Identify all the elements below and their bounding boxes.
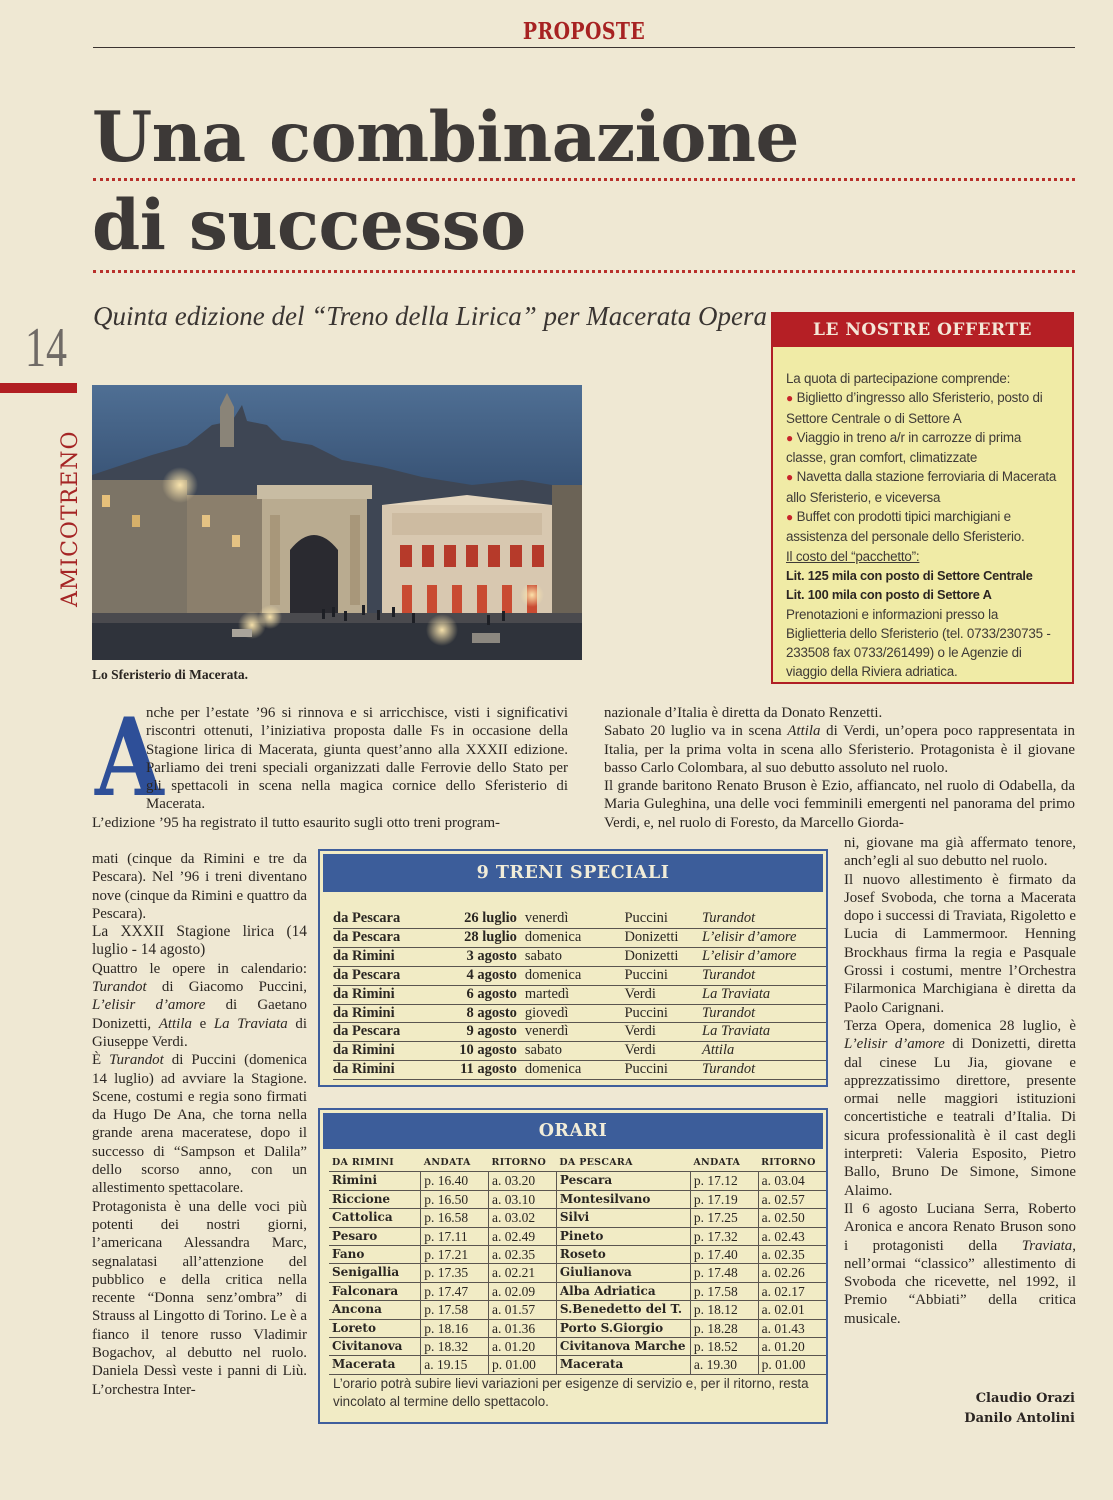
offer-item: ● Navetta dalla stazione ferroviaria di Macerata allo Sferisterio, e viceversa <box>786 469 1057 505</box>
section-marker-bar <box>0 383 77 393</box>
station-name: Macerata <box>556 1356 690 1374</box>
section-label: PROPOSTE <box>522 18 646 45</box>
schedule-time: a. 02.26 <box>758 1264 826 1282</box>
side-section-label: AMICOTRENO <box>58 430 83 607</box>
schedule-time: p. 17.48 <box>690 1264 758 1282</box>
schedule-time: a. 02.17 <box>758 1282 826 1300</box>
sferisterio-photo <box>92 385 582 660</box>
article-intro: nche per l’estate ’96 si rinnova e si arricchisce, visti i significativi riscontri ottenuti, l’iniziativa proposta dalle Fs in occasione della Stagione lirica di Macerata, giunta quest’anno alla XXXII edizione. Parliamo dei treni speciali organizzati dalle Ferrovie dello Stato per gli spettacoli in scena nella magica cornice dello Sferisterio di Macerata. <box>146 705 568 813</box>
train-date: 10 agosto <box>437 1042 517 1061</box>
train-composer: Puccini <box>624 1004 702 1023</box>
train-from: da Rimini <box>333 985 437 1004</box>
station-name: Senigallia <box>329 1264 421 1282</box>
train-from: da Rimini <box>333 1061 437 1080</box>
train-opera: Turandot <box>702 910 826 928</box>
train-row <box>333 966 826 985</box>
schedule-time: p. 16.40 <box>421 1172 489 1190</box>
train-opera: L’elisir d’amore <box>702 928 826 947</box>
schedule-time: p. 17.47 <box>421 1282 489 1300</box>
train-day: domenica <box>517 1061 625 1080</box>
train-date: 9 agosto <box>437 1023 517 1042</box>
station-name: Alba Adriatica <box>556 1282 690 1300</box>
schedule-time: p. 18.28 <box>690 1319 758 1337</box>
trains-box <box>318 849 828 1087</box>
schedule-time: p. 17.21 <box>421 1246 489 1264</box>
dotted-rule <box>93 178 1075 181</box>
schedule-time: p. 18.12 <box>690 1301 758 1319</box>
train-row <box>333 1061 826 1080</box>
station-name: Pescara <box>556 1172 690 1190</box>
train-opera: Attila <box>702 1042 826 1061</box>
schedule-time: a. 03.10 <box>489 1190 557 1208</box>
schedule-time: p. 18.52 <box>690 1338 758 1356</box>
schedule-time: a. 19.15 <box>421 1356 489 1374</box>
station-name: Pesaro <box>329 1227 421 1245</box>
schedule-row <box>329 1209 826 1227</box>
author-name: Danilo Antolini <box>964 1411 1075 1426</box>
schedule-row <box>329 1301 826 1319</box>
station-name: Falconara <box>329 1282 421 1300</box>
schedule-time: a. 03.02 <box>489 1209 557 1227</box>
photo-caption: Lo Sferisterio di Macerata. <box>92 667 248 682</box>
schedule-header: ANDATA <box>690 1154 758 1172</box>
offers-body <box>773 347 1072 682</box>
author-name: Claudio Orazi <box>975 1391 1075 1406</box>
schedule-time: a. 03.04 <box>758 1172 826 1190</box>
train-opera: Turandot <box>702 1061 826 1080</box>
schedule-time: p. 17.25 <box>690 1209 758 1227</box>
top-rule <box>93 47 1075 48</box>
schedule-time: p. 17.35 <box>421 1264 489 1282</box>
schedule-time: a. 01.43 <box>758 1319 826 1337</box>
station-name: Silvi <box>556 1209 690 1227</box>
paragraph: ni, giovane ma già affermato tenore, anch’egli al suo debutto nel ruolo. <box>844 835 1076 870</box>
train-opera: Turandot <box>702 966 826 985</box>
schedule-time: p. 17.40 <box>690 1246 758 1264</box>
schedule-title: ORARI <box>323 1113 823 1149</box>
station-name: Ancona <box>329 1301 421 1319</box>
train-composer: Donizetti <box>624 928 702 947</box>
sferisterio-photo-illustration <box>92 385 582 660</box>
schedule-header: DA RIMINI <box>329 1154 421 1172</box>
train-opera: La Traviata <box>702 985 826 1004</box>
price-sector-a: Lit. 100 mila con posto di Settore A <box>786 587 992 603</box>
offers-box <box>771 312 1074 684</box>
subtitle: Quinta edizione del “Treno della Lirica” per Macerata Opera <box>93 301 767 331</box>
train-day: martedì <box>517 985 625 1004</box>
train-day: giovedì <box>517 1004 625 1023</box>
trains-title: 9 TRENI SPECIALI <box>323 854 823 892</box>
station-name: Pineto <box>556 1227 690 1245</box>
station-name: Civitanova Marche <box>556 1338 690 1356</box>
booking-info: Prenotazioni e informazioni presso la Biglietteria dello Sferisterio (tel. 0733/230735 - 233508 fax 0733/261499) o le Agenzie di viaggio della Riviera adriatica. <box>786 606 1051 680</box>
paragraph: Il grande baritono Renato Bruson è Ezio, affiancato, nel ruolo di Odabella, da Maria Guleghina, una delle voci femminili emergenti nel panorama del primo Verdi, e, nel ruolo di Foresto, da Marcello Giorda- <box>604 778 1075 831</box>
train-row <box>333 985 826 1004</box>
train-row <box>333 1004 826 1023</box>
schedule-time: p. 17.58 <box>421 1301 489 1319</box>
train-date: 3 agosto <box>437 947 517 966</box>
subhead-stagione: La XXXII Stagione lirica (14 luglio - 14 agosto) <box>92 923 307 959</box>
train-day: sabato <box>517 1042 625 1061</box>
schedule-time: p. 17.12 <box>690 1172 758 1190</box>
schedule-row <box>329 1319 826 1337</box>
paragraph: Il 6 agosto Luciana Serra, Roberto Aronica e ancora Renato Bruson sono i protagonisti della Traviata, nell’ormai “classico” allestimento di Svoboda che ricevette, nel 1992, il Premio “Abbiati” della critica musicale. <box>844 1200 1076 1327</box>
schedule-row <box>329 1227 826 1245</box>
train-from: da Pescara <box>333 910 437 928</box>
schedule-time: p. 18.32 <box>421 1338 489 1356</box>
schedule-row <box>329 1190 826 1208</box>
schedule-time: a. 01.20 <box>489 1338 557 1356</box>
train-from: da Rimini <box>333 1042 437 1061</box>
station-name: Giulianova <box>556 1264 690 1282</box>
train-from: da Rimini <box>333 1004 437 1023</box>
paragraph: nazionale d’Italia è diretta da Donato Renzetti. <box>604 705 883 721</box>
price-central: Lit. 125 mila con posto di Settore Centrale <box>786 567 1033 583</box>
schedule-time: p. 17.58 <box>690 1282 758 1300</box>
station-name: Roseto <box>556 1246 690 1264</box>
train-date: 11 agosto <box>437 1061 517 1080</box>
station-name: Riccione <box>329 1190 421 1208</box>
train-day: domenica <box>517 928 625 947</box>
article-col1 <box>92 850 307 1399</box>
schedule-time: p. 16.50 <box>421 1190 489 1208</box>
train-row <box>333 1042 826 1061</box>
offers-intro: La quota di partecipazione comprende: <box>786 371 1011 386</box>
paragraph: Sabato 20 luglio va in scena Attila di Verdi, un’opera poco rappresentata in Italia, per la prima volta in scena allo Sferisterio. Protagonista è il giovane basso Carlo Colombara, al suo debutto assoluto nel ruolo. <box>604 723 1075 776</box>
headline-line-1: Una combinazione <box>92 97 799 178</box>
train-from: da Rimini <box>333 947 437 966</box>
bullet-icon: ● <box>786 430 794 445</box>
schedule-time: a. 01.57 <box>489 1301 557 1319</box>
offer-item: ● Biglietto d’ingresso allo Sferisterio, posto di Settore Centrale o di Settore A <box>786 390 1043 426</box>
trains-table <box>333 910 826 1080</box>
train-from: da Pescara <box>333 928 437 947</box>
paragraph: È Turandot di Puccini (domenica 14 luglio) ad avviare la Stagione. Scene, costumi e regia sono firmati da Hugo De Ana, che torna nella grande arena maceratese, dopo il successo di “Sampson et Dalila” dello scorso anno, con un allestimento spettacolare. <box>92 1052 307 1197</box>
train-day: venerdì <box>517 910 625 928</box>
schedule-time: p. 18.16 <box>421 1319 489 1337</box>
train-row <box>333 947 826 966</box>
train-opera: Turandot <box>702 1004 826 1023</box>
bullet-icon: ● <box>786 391 794 406</box>
page-number: 14 <box>25 317 67 379</box>
train-row <box>333 1023 826 1042</box>
schedule-time: a. 02.50 <box>758 1209 826 1227</box>
train-composer: Verdi <box>624 985 702 1004</box>
train-day: sabato <box>517 947 625 966</box>
schedule-time: p. 17.19 <box>690 1190 758 1208</box>
dotted-rule <box>93 270 1075 273</box>
train-opera: La Traviata <box>702 1023 826 1042</box>
train-composer: Puccini <box>624 1061 702 1080</box>
train-from: da Pescara <box>333 966 437 985</box>
train-composer: Verdi <box>624 1042 702 1061</box>
schedule-row <box>329 1264 826 1282</box>
schedule-header: RITORNO <box>758 1154 826 1172</box>
schedule-header: ANDATA <box>421 1154 489 1172</box>
schedule-time: p. 01.00 <box>489 1356 557 1374</box>
station-name: Macerata <box>329 1356 421 1374</box>
schedule-time: p. 16.58 <box>421 1209 489 1227</box>
schedule-time: a. 03.20 <box>489 1172 557 1190</box>
schedule-time: a. 02.35 <box>758 1246 826 1264</box>
train-day: venerdì <box>517 1023 625 1042</box>
schedule-time: a. 02.49 <box>489 1227 557 1245</box>
train-day: domenica <box>517 966 625 985</box>
cost-label: Il costo del “pacchetto”: <box>786 548 920 564</box>
schedule-time: a. 01.36 <box>489 1319 557 1337</box>
article-col2 <box>604 704 1075 832</box>
station-name: Rimini <box>329 1172 421 1190</box>
train-from: da Pescara <box>333 1023 437 1042</box>
station-name: Civitanova <box>329 1338 421 1356</box>
train-date: 8 agosto <box>437 1004 517 1023</box>
station-name: Cattolica <box>329 1209 421 1227</box>
station-name: Montesilvano <box>556 1190 690 1208</box>
schedule-time: p. 17.11 <box>421 1227 489 1245</box>
schedule-header: DA PESCARA <box>556 1154 690 1172</box>
station-name: Porto S.Giorgio <box>556 1319 690 1337</box>
schedule-time: a. 02.09 <box>489 1282 557 1300</box>
schedule-time: a. 02.57 <box>758 1190 826 1208</box>
paragraph: Quattro le opere in calendario: Turandot di Giacomo Puccini, L’elisir d’amore di Gaetano Donizetti, Attila e La Traviata di Giuseppe Verdi. <box>92 960 308 1050</box>
station-name: Loreto <box>329 1319 421 1337</box>
schedule-box <box>318 1108 828 1424</box>
schedule-row <box>329 1338 826 1356</box>
train-composer: Donizetti <box>624 947 702 966</box>
article-col3 <box>844 834 1076 1328</box>
schedule-row <box>329 1246 826 1264</box>
schedule-time: a. 19.30 <box>690 1356 758 1374</box>
paragraph: Protagonista è una delle voci più potenti dei nostri giorni, l’americana Alessandra Marc, segnalatasi all’attenzione del pubblico e della critica nella recente “Donna senz’ombra” di Strauss al Lingotto di Torino. Le è a fianco il tenore russo Vladimir Bogachov, al debutto nel ruolo. Daniela Dessì veste i panni di Liù. L’orchestra Inter- <box>92 1198 307 1398</box>
schedule-note: L’orario potrà subire lievi variazioni per esigenze di servizio e, per il ritorno, resta vincolato al termine dello spettacolo. <box>333 1376 809 1409</box>
bullet-icon: ● <box>786 510 794 525</box>
schedule-time: a. 02.01 <box>758 1301 826 1319</box>
headline-line-2: di successo <box>92 185 526 266</box>
train-date: 4 agosto <box>437 966 517 985</box>
schedule-time: a. 02.21 <box>489 1264 557 1282</box>
article-col1-wide-line: L’edizione ’95 ha registrato il tutto esaurito sugli otto treni program- <box>92 815 501 831</box>
train-composer: Puccini <box>624 910 702 928</box>
train-composer: Verdi <box>624 1023 702 1042</box>
schedule-time: a. 02.43 <box>758 1227 826 1245</box>
offer-item: ● Viaggio in treno a/r in carrozze di prima classe, gran comfort, climatizzate <box>786 429 1022 466</box>
bullet-icon: ● <box>786 470 794 485</box>
train-date: 6 agosto <box>437 985 517 1004</box>
station-name: S.Benedetto del T. <box>556 1301 690 1319</box>
offers-title: LE NOSTRE OFFERTE <box>773 314 1072 347</box>
schedule-row <box>329 1356 826 1374</box>
drop-cap: A <box>95 695 164 821</box>
train-date: 26 luglio <box>437 910 517 928</box>
schedule-header: RITORNO <box>489 1154 557 1172</box>
train-date: 28 luglio <box>437 928 517 947</box>
paragraph: mati (cinque da Rimini e tre da Pescara). Nel ’96 i treni diventano nove (cinque da Rimini e quattro da Pescara). <box>92 851 307 922</box>
train-row <box>333 910 826 928</box>
paragraph: Il nuovo allestimento è firmato da Josef Svoboda, che torna a Macerata dopo i successi di Traviata, Rigoletto e Lucia di Lammermoor. Henning Brockhaus firma la regia e Pasquale Grossi i costumi, mentre l’Orchestra Filarmonica Marchigiana è diretta da Paolo Carignani. <box>844 871 1076 1016</box>
train-opera: L’elisir d’amore <box>702 947 826 966</box>
station-name: Fano <box>329 1246 421 1264</box>
schedule-row <box>329 1282 826 1300</box>
schedule-row <box>329 1172 826 1190</box>
schedule-time: p. 17.32 <box>690 1227 758 1245</box>
schedule-time: a. 01.20 <box>758 1338 826 1356</box>
paragraph: Terza Opera, domenica 28 luglio, è L’elisir d’amore di Donizetti, diretta dal cinese Lu Jia, giovane e apprezzatissimo direttore, presente ormai nelle maggiori istituzioni concertistiche e teatrali d’Italia. Di sicura professionalità è il cast degli interpreti: Valeria Esposito, Pietro Ballo, Bruno De Simone, Simone Alaimo. <box>844 1017 1077 1199</box>
schedule-time: p. 01.00 <box>758 1356 826 1374</box>
offer-item: ● Buffet con prodotti tipici marchigiani e assistenza del personale dello Sferisterio. <box>786 509 1025 545</box>
schedule-table <box>329 1154 826 1375</box>
train-row <box>333 928 826 947</box>
train-composer: Puccini <box>624 966 702 985</box>
schedule-time: a. 02.35 <box>489 1246 557 1264</box>
